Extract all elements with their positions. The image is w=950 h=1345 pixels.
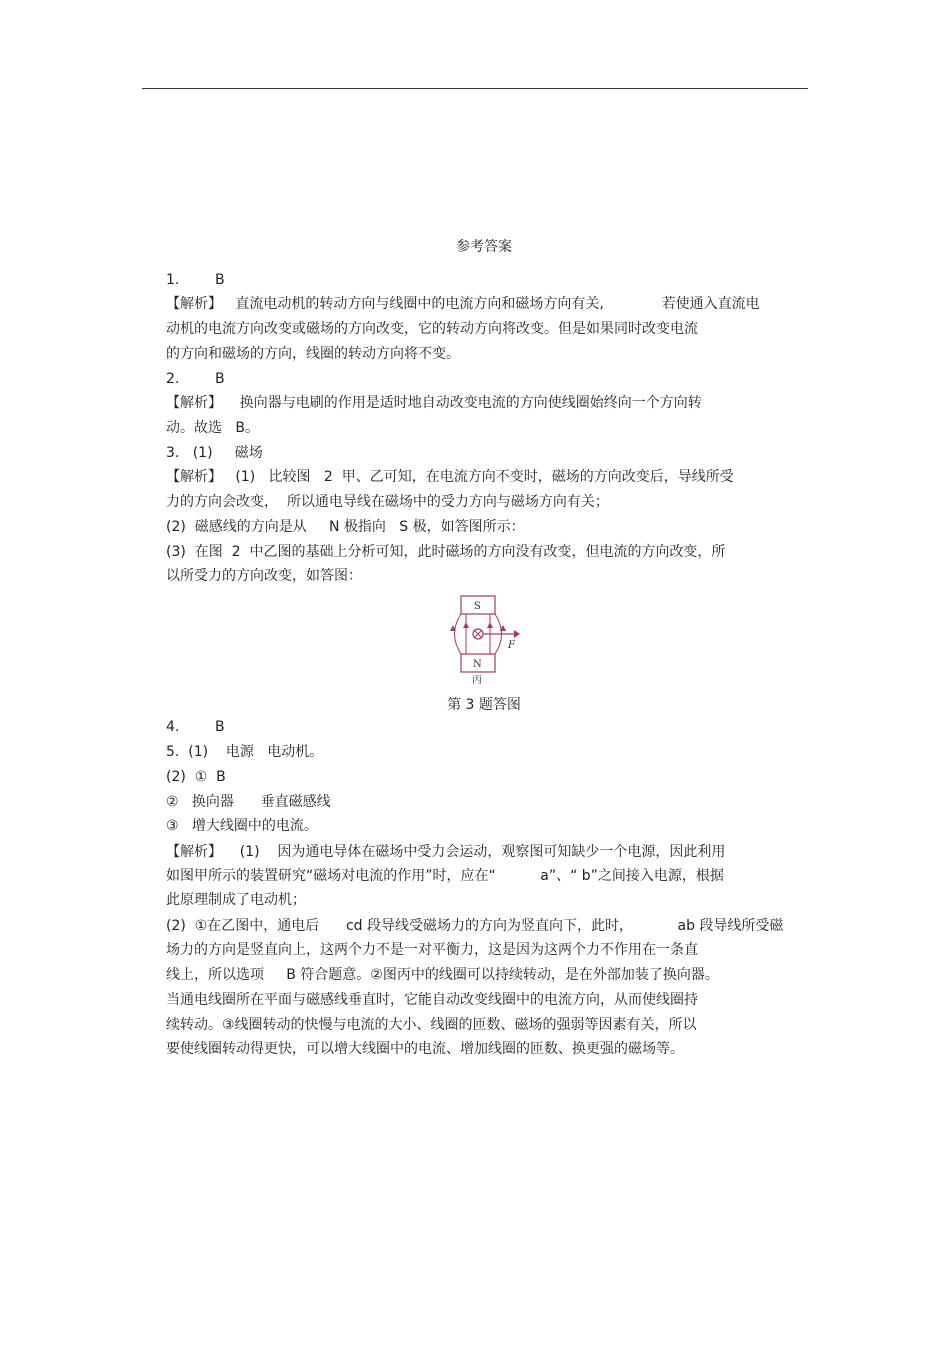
answer-line: 4. B — [166, 719, 225, 735]
figure-caption: 第 3 题答图 — [447, 697, 521, 713]
answer-line: ③ 增大线圈中的电流。 — [166, 818, 318, 834]
header-rule — [142, 88, 808, 89]
answer-line: 续转动。③线圈转动的快慢与电流的大小、线圈的匝数、磁场的强弱等因素有关，所以 — [166, 1017, 697, 1033]
answer-line: 5. (1) 电源 电动机。 — [166, 744, 324, 760]
answer-line: 如图甲所示的装置研究“磁场对电流的作用”时，应在“ a”、“ b”之间接入电源，根据 — [166, 868, 724, 884]
page-title: 参考答案 — [456, 239, 512, 255]
answer-line: 线上，所以选项 B 符合题意。②图丙中的线圈可以持续转动，是在外部加装了换向器。 — [166, 967, 719, 983]
answer-line: 2. B — [166, 371, 225, 387]
answer-line: 【解析】 换向器与电刷的作用是适时地自动改变电流的方向使线圈始终向一个方向转 — [166, 395, 702, 411]
answer-line: 【解析】 (1) 比较图 2 甲、乙可知，在电流方向不变时，磁场的方向改变后，导线所受 — [166, 469, 734, 485]
answer-line: 动。故选 B。 — [166, 420, 259, 436]
answer-line: 1. B — [166, 272, 225, 288]
answer-line: 场力的方向是竖直向上，这两个力不是一对平衡力，这是因为这两个力不作用在一条直 — [166, 942, 698, 958]
answer-line: 【解析】 直流电动机的转动方向与线圈中的电流方向和磁场方向有关, 若使通入直流电 — [166, 296, 760, 312]
answer-line: (2) 磁感线的方向是从 N 极指向 S 极，如答图所示： — [166, 519, 525, 535]
answer-line: (2) ① B — [166, 769, 226, 785]
answer-line: 的方向和磁场的方向，线圈的转动方向将不变。 — [166, 346, 460, 362]
figure-sublabel: 丙 — [472, 675, 482, 686]
force-label: F — [508, 640, 515, 651]
s-pole-label: S — [474, 601, 481, 612]
answer-line: 此原理制成了电动机； — [166, 892, 306, 908]
answer-line: 【解析】 (1) 因为通电导体在磁场中受力会运动，观察图可知缺少一个电源，因此利用 — [166, 844, 726, 860]
answer-line: 当通电线圈所在平面与磁感线垂直时，它能自动改变线圈中的电流方向，从而使线圈持 — [166, 992, 698, 1008]
answer-line: (2) ①在乙图中，通电后 cd 段导线受磁场力的方向为竖直向下，此时， ab 段导线所受磁 — [166, 918, 784, 934]
magnetic-field-figure — [436, 594, 526, 686]
answer-line: ② 换向器 垂直磁感线 — [166, 794, 331, 810]
answer-line: 以所受力的方向改变，如答图： — [166, 568, 362, 584]
answer-line: 力的方向会改变， 所以通电导线在磁场中的受力方向与磁场方向有关； — [166, 494, 609, 510]
answer-line: 3. (1) 磁场 — [166, 445, 263, 461]
answer-line: 动机的电流方向改变或磁场的方向改变，它的转动方向将改变。但是如果同时改变电流 — [166, 321, 698, 337]
answer-line: (3) 在图 2 中乙图的基础上分析可知，此时磁场的方向没有改变，但电流的方向改变，所 — [166, 544, 726, 560]
answer-line: 要使线圈转动得更快，可以增大线圈中的电流、增加线圈的匝数、换更强的磁场等。 — [166, 1041, 684, 1057]
n-pole-label: N — [473, 659, 482, 670]
